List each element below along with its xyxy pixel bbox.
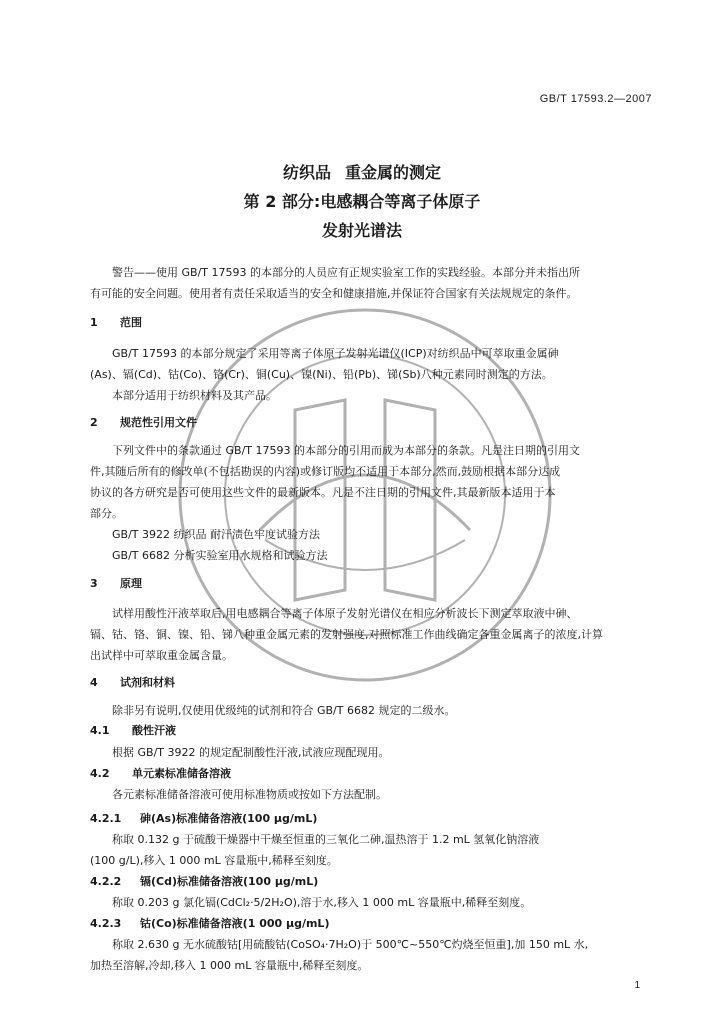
s4-2-3-line-1: 称取 2.630 g 无水硫酸钴[用硫酸钴(CoSO₄·7H₂O)于 500℃~550℃灼烧至恒重],加 150 mL 水, xyxy=(112,938,589,951)
subsection-title: 酸性汗液 xyxy=(132,724,176,737)
s4-2-paragraph: 各元素标准储备溶液可使用标准物质或按如下方法配制。 xyxy=(112,788,387,801)
warning-line-2: 有可能的安全问题。使用者有责任采取适当的安全和健康措施,并保证符合国家有关法规规定的条件。 xyxy=(90,287,578,300)
s4-2-1-line-2: (100 g/L),移入 1 000 mL 容量瓶中,稀释至刻度。 xyxy=(90,854,338,867)
subsection-number: 4.2.3 xyxy=(90,917,122,930)
s3-paragraph-line-2: 镉、钴、铬、铜、镍、铅、锑八种重金属元素的发射强度,对照标准工作曲线确定各重金属离子的浓度,计算 xyxy=(90,628,603,641)
section-3-heading xyxy=(90,573,142,594)
s4-intro: 除非另有说明,仅使用优级纯的试剂和符合 GB/T 6682 规定的二级水。 xyxy=(112,704,456,717)
section-number: 3 xyxy=(90,577,98,590)
title-line-3: 发射光谱法 xyxy=(321,221,402,240)
subsection-title: 砷(As)标准储备溶液(100 μg/mL) xyxy=(140,812,318,825)
s2-paragraph-line-3: 协议的各方研究是否可使用这些文件的最新版本。凡是不注日期的引用文件,其最新版本适用于本 xyxy=(90,486,556,499)
normative-reference-1: GB/T 3922 纺织品 耐汗渍色牢度试验方法 xyxy=(112,528,320,541)
section-title: 规范性引用文件 xyxy=(120,416,197,429)
warning-line-1: 警告——使用 GB/T 17593 的本部分的人员应有正规实验室工作的实践经验。本部分并未指出所 xyxy=(112,266,580,279)
title-line-2: 第 2 部分:电感耦合等离子体原子 xyxy=(243,192,481,211)
section-title: 范围 xyxy=(120,316,142,329)
subsection-number: 4.2 xyxy=(90,767,110,780)
subsection-4-2-1-heading xyxy=(90,808,317,829)
subsection-title: 镉(Cd)标准储备溶液(100 μg/mL) xyxy=(140,875,319,888)
s4-2-3-line-2: 加热至溶解,冷却,移入 1 000 mL 容量瓶中,稀释至刻度。 xyxy=(90,959,369,972)
s2-paragraph-line-4: 部分。 xyxy=(90,507,123,520)
section-title: 原理 xyxy=(120,577,142,590)
section-title: 试剂和材料 xyxy=(120,676,175,689)
subsection-4-1-heading xyxy=(90,720,176,741)
s2-paragraph-line-2: 件,其随后所有的修改单(不包括勘误的内容)或修订版均不适用于本部分,然而,鼓励根据本部分达成 xyxy=(90,465,561,478)
standard-number: GB/T 17593.2—2007 xyxy=(539,93,652,105)
s1-paragraph-2: 本部分适用于纺织材料及其产品。 xyxy=(112,389,277,402)
subsection-4-2-3-heading xyxy=(90,913,329,934)
section-4-heading xyxy=(90,672,175,693)
subsection-number: 4.2.2 xyxy=(90,875,122,888)
normative-reference-2: GB/T 6682 分析实验室用水规格和试验方法 xyxy=(112,549,328,562)
subsection-title: 单元素标准储备溶液 xyxy=(132,767,231,780)
section-number: 4 xyxy=(90,676,98,689)
title-line-1 xyxy=(0,160,724,183)
subsection-4-2-heading xyxy=(90,763,231,784)
subsection-title: 钴(Co)标准储备溶液(1 000 μg/mL) xyxy=(140,917,330,930)
section-1-heading xyxy=(90,312,142,333)
s4-1-paragraph: 根据 GB/T 3922 的规定配制酸性汗液,试液应现配现用。 xyxy=(112,746,390,759)
s4-2-2-line-1: 称取 0.203 g 氯化镉(CdCl₂·5/2H₂O),溶于水,移入 1 000 mL 容量瓶中,稀释至刻度。 xyxy=(112,896,532,909)
s1-paragraph-line-1: GB/T 17593 的本部分规定了采用等离子体原子发射光谱仪(ICP)对纺织品中可萃取重金属砷 xyxy=(112,347,559,360)
s3-paragraph-line-1: 试样用酸性汗液萃取后,用电感耦合等离子体原子发射光谱仪在相应分析波长下测定萃取液中砷、 xyxy=(112,607,578,620)
page-number: 1 xyxy=(634,980,640,991)
s2-paragraph-line-1: 下列文件中的条款通过 GB/T 17593 的本部分的引用而成为本部分的条款。凡是注日期的引用文 xyxy=(112,444,580,457)
s4-2-1-line-1: 称取 0.132 g 于硫酸干燥器中干燥至恒重的三氧化二砷,温热溶于 1.2 mL 氢氧化钠溶液 xyxy=(112,833,540,846)
subsection-4-2-2-heading xyxy=(90,871,318,892)
s3-paragraph-line-3: 出试样中可萃取重金属含量。 xyxy=(90,649,233,662)
title-part-b: 重金属的测定 xyxy=(345,163,442,182)
section-number: 2 xyxy=(90,416,98,429)
section-number: 1 xyxy=(90,316,98,329)
title-part-a: 纺织品 xyxy=(282,163,331,182)
subsection-number: 4.2.1 xyxy=(90,812,122,825)
s1-paragraph-line-2: (As)、镉(Cd)、钴(Co)、铬(Cr)、铜(Cu)、镍(Ni)、铅(Pb)、锑(Sb)八种元素同时测定的方法。 xyxy=(90,368,553,381)
subsection-number: 4.1 xyxy=(90,724,110,737)
section-2-heading xyxy=(90,412,197,433)
